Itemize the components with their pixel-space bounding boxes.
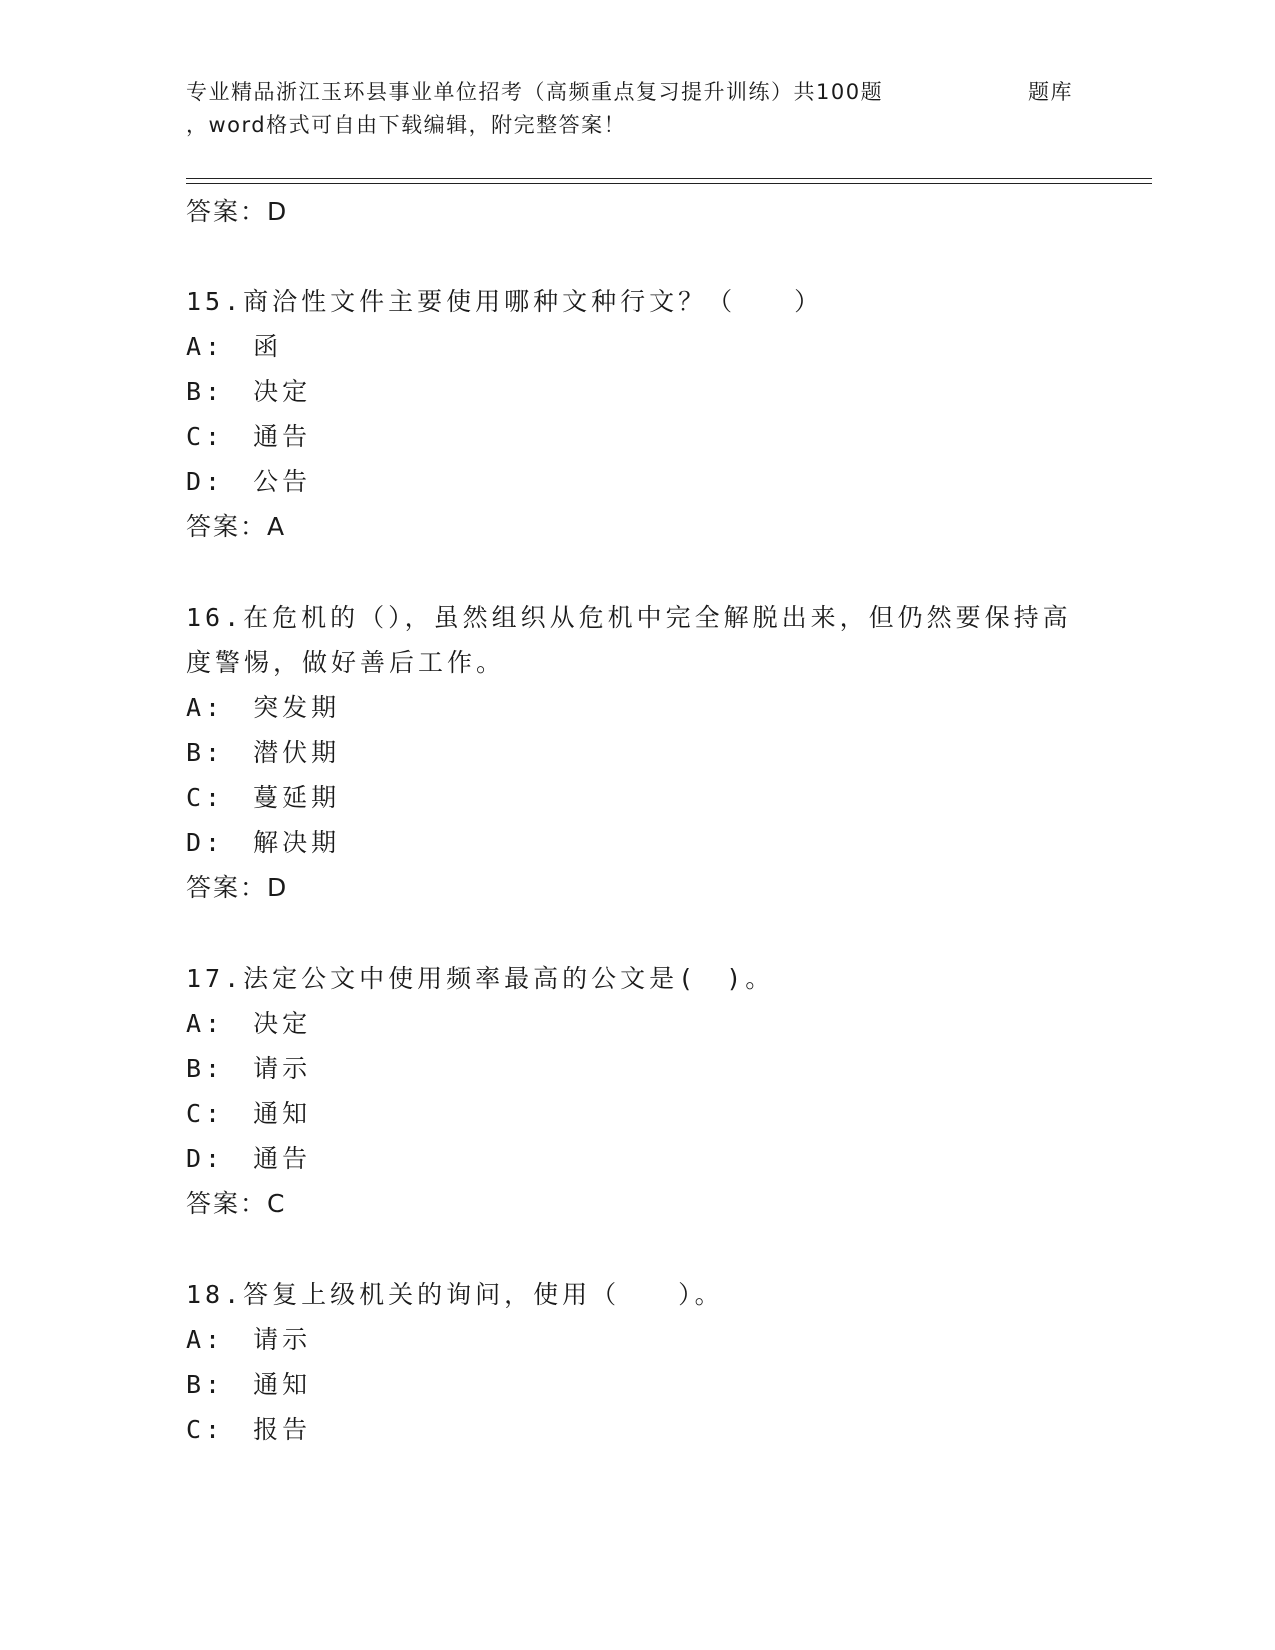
answer-line: 答案：D — [186, 873, 289, 902]
header-subtitle: ，word格式可自由下载编辑，附完整答案！ — [186, 113, 627, 137]
header-divider-bottom — [186, 183, 1152, 184]
option-a: A: 突发期 — [186, 693, 341, 722]
option-c: C: 通知 — [186, 1099, 312, 1128]
answer-line: 答案：D — [186, 197, 289, 226]
option-b: B: 请示 — [186, 1054, 312, 1083]
option-c: C: 通告 — [186, 422, 312, 451]
option-b: B: 决定 — [186, 377, 312, 406]
option-a: A: 决定 — [186, 1009, 312, 1038]
question-stem-continued: 度警惕，做好善后工作。 — [186, 648, 506, 677]
option-d: D: 通告 — [186, 1144, 312, 1173]
header-divider-top — [186, 178, 1152, 179]
question-stem: 18.答复上级机关的询问，使用（ ）。 — [186, 1280, 724, 1309]
option-a: A: 请示 — [186, 1325, 312, 1354]
header-title-row — [186, 76, 1086, 109]
option-b: B: 潜伏期 — [186, 738, 341, 767]
option-b: B: 通知 — [186, 1370, 312, 1399]
option-c: C: 报告 — [186, 1415, 312, 1444]
option-c: C: 蔓延期 — [186, 783, 341, 812]
answer-line: 答案：A — [186, 512, 287, 541]
header-title: 专业精品浙江玉环县事业单位招考（高频重点复习提升训练）共100题 — [186, 80, 884, 104]
option-d: D: 公告 — [186, 467, 312, 496]
option-d: D: 解决期 — [186, 828, 341, 857]
document-header — [186, 76, 1086, 142]
question-stem: 17.法定公文中使用频率最高的公文是( )。 — [186, 964, 775, 993]
question-stem: 15.商洽性文件主要使用哪种文种行文？（ ） — [186, 287, 824, 316]
option-a: A: 函 — [186, 332, 283, 361]
answer-line: 答案：C — [186, 1189, 287, 1218]
header-title-suffix: 题库 — [1028, 80, 1073, 104]
question-stem: 16.在危机的（），虽然组织从危机中完全解脱出来，但仍然要保持高 — [186, 603, 1072, 632]
